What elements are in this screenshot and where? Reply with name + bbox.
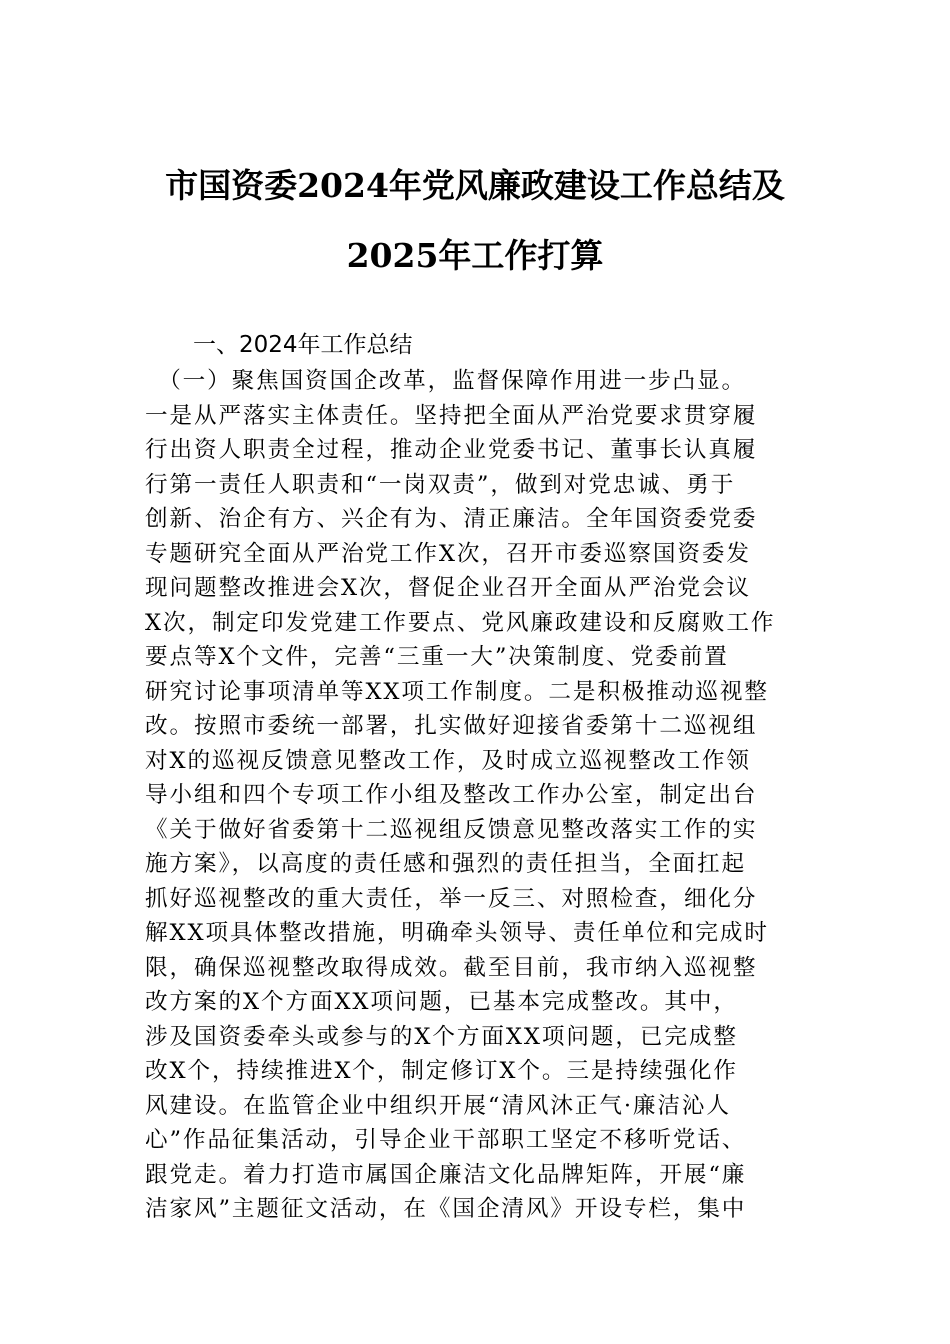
body-line: 现问题整改推进会X次，督促企业召开全面从严治党会议 xyxy=(145,575,751,601)
section-heading: 一、2024年工作总结 xyxy=(193,332,413,358)
body-line: （一）聚焦国资国企改革，监督保障作用进一步凸显。 xyxy=(145,368,747,394)
body-line: 导小组和四个专项工作小组及整改工作办公室，制定出台 xyxy=(145,782,758,808)
body-line: 创新、治企有方、兴企有为、清正廉洁。全年国资委党委 xyxy=(145,506,758,532)
document-title-line-1: 市国资委2024年党风廉政建设工作总结及 xyxy=(165,166,785,205)
body-line: 改方案的X个方面XX项问题，已基本完成整改。其中， xyxy=(145,989,738,1015)
body-line: 心”作品征集活动，引导企业干部职工坚定不移听党话、 xyxy=(145,1127,747,1153)
body-line: 行出资人职责全过程，推动企业党委书记、董事长认真履 xyxy=(145,437,758,463)
body-line: 跟党走。着力打造市属国企廉洁文化品牌矩阵，开展“廉 xyxy=(145,1161,747,1188)
body-line: 研究讨论事项清单等XX项工作制度。二是积极推动巡视整 xyxy=(145,678,769,705)
body-line: 施方案》，以高度的责任感和强烈的责任担当，全面扛起 xyxy=(145,851,747,877)
body-line: 风建设。在监管企业中组织开展“清风沐正气·廉洁沁人 xyxy=(145,1092,731,1119)
document-title-line-2: 2025年工作打算 xyxy=(346,236,604,275)
body-line: 涉及国资委牵头或参与的X个方面XX项问题，已完成整 xyxy=(145,1023,738,1050)
body-line: 专题研究全面从严治党工作X次，召开市委巡察国资委发 xyxy=(145,540,751,567)
body-line: 抓好巡视整改的重大责任，举一反三、对照检查，细化分 xyxy=(145,885,758,912)
body-line: 行第一责任人职责和“一岗双责”，做到对党忠诚、勇于 xyxy=(145,471,736,498)
body-line: X次，制定印发党建工作要点、党风廉政建设和反腐败工作 xyxy=(145,609,776,636)
body-line: 一是从严落实主体责任。坚持把全面从严治党要求贯穿履 xyxy=(145,402,758,429)
body-line: 对X的巡视反馈意见整改工作，及时成立巡视整改工作领 xyxy=(145,747,751,774)
body-line: 洁家风”主题征文活动，在《国企清风》开设专栏，集中 xyxy=(145,1196,747,1222)
body-line: 解XX项具体整改措施，明确牵头领导、责任单位和完成时 xyxy=(145,920,769,946)
body-line: 《关于做好省委第十二巡视组反馈意见整改落实工作的实 xyxy=(145,816,758,843)
body-line: 改X个，持续推进X个，制定修订X个。三是持续强化作 xyxy=(145,1058,738,1084)
body-line: 限，确保巡视整改取得成效。截至目前，我市纳入巡视整 xyxy=(145,954,758,981)
body-line: 改。按照市委统一部署，扎实做好迎接省委第十二巡视组 xyxy=(145,713,758,739)
body-line: 要点等X个文件，完善“三重一大”决策制度、党委前置 xyxy=(145,644,729,670)
body-text xyxy=(145,364,825,1227)
